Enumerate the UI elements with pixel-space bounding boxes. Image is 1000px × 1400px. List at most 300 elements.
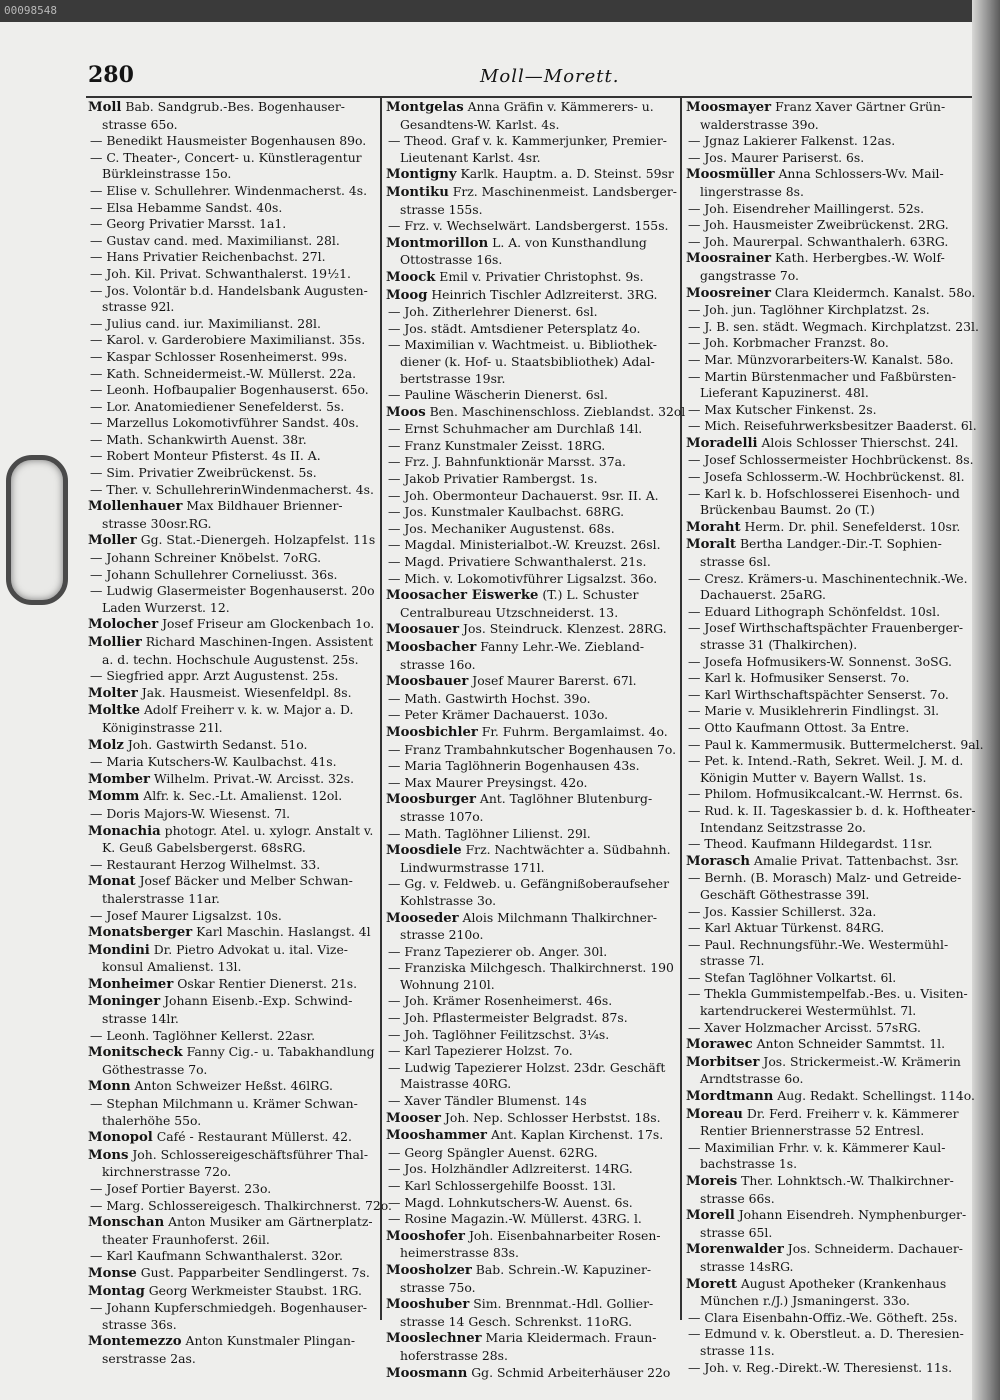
entry-continuation <box>686 1123 970 1140</box>
sub-entry <box>386 521 676 538</box>
directory-entry <box>386 235 676 253</box>
entry-text: Frz. Maschinenmeist. Landsberger- <box>448 183 677 199</box>
surname: Momber <box>88 771 150 787</box>
entry-text: bachstrasse 1s. <box>700 1156 798 1172</box>
entry-continuation <box>686 587 970 604</box>
directory-entry <box>88 1147 376 1165</box>
sub-entry <box>386 218 676 235</box>
entry-text: lingerstrasse 8s. <box>700 183 804 199</box>
surname: Mordtmann <box>686 1089 774 1105</box>
surname: Mondini <box>88 942 150 958</box>
sub-entry <box>386 993 676 1010</box>
entry-text: Frz. Nachtwächter a. Südbahnh. <box>461 842 671 858</box>
entry-continuation <box>386 809 676 826</box>
entry-text: Ben. Maschinenschloss. Zieblandst. 32ol <box>425 403 686 419</box>
entry-text: — Cresz. Krämers-u. Maschinentechnik.-We. <box>688 570 968 586</box>
entry-text: Gesandtens-W. Karlst. 4s. <box>400 116 560 132</box>
entry-text: — Joh. Maurerpal. Schwanthalerh. 63RG. <box>688 233 949 249</box>
entry-text: Bertha Landger.-Dir.-T. Sophien- <box>736 536 942 552</box>
entry-continuation <box>686 1156 970 1173</box>
surname: Montigny <box>386 167 457 183</box>
entry-continuation <box>88 840 376 857</box>
sub-entry <box>88 448 376 465</box>
entry-text: Gust. Papparbeiter Sendlingerst. 7s. <box>136 1264 370 1280</box>
entry-text: — Franz Kunstmaler Zeisst. 18RG. <box>388 437 606 453</box>
entry-continuation <box>386 1076 676 1093</box>
sub-entry <box>686 920 970 937</box>
sub-entry <box>88 233 376 250</box>
entry-text: — Josefa Schlosserm.-W. Hochbrückenst. 8l. <box>688 469 965 485</box>
surname: Moreis <box>686 1174 738 1189</box>
entry-text: — Math. Taglöhner Lilienst. 29l. <box>388 825 591 841</box>
entry-text: — Magdal. Ministerialbot.-W. Kreuzst. 26sl. <box>388 537 661 553</box>
entry-continuation <box>686 268 970 285</box>
entry-text: Heinrich Tischler Adlzreiterst. 3RG. <box>427 286 658 302</box>
sub-entry <box>686 904 970 921</box>
sub-entry <box>386 133 676 150</box>
surname: Monse <box>88 1265 137 1281</box>
entry-text: — Karl Schlossergehilfe Boosst. 13l. <box>388 1178 616 1193</box>
surname: Morbitser <box>686 1054 760 1070</box>
entry-continuation <box>88 1062 376 1079</box>
directory-entry <box>686 853 970 871</box>
entry-text: — Jos. Maurer Pariserst. 6s. <box>688 149 865 165</box>
sub-entry <box>88 349 376 366</box>
sub-entry <box>686 786 970 803</box>
entry-continuation <box>686 554 970 571</box>
sub-entry <box>88 550 376 567</box>
surname: Morasch <box>686 853 750 869</box>
entry-text: Karl Maschin. Haslangst. 4l <box>192 924 371 940</box>
sub-entry <box>686 302 970 319</box>
entry-text: Wilhelm. Privat.-W. Arcisst. 32s. <box>149 770 355 786</box>
surname: Molocher <box>88 617 159 633</box>
directory-entry <box>88 788 376 806</box>
directory-entry <box>88 976 376 994</box>
entry-text: — Philom. Hofmusikcalcant.-W. Herrnst. 6s. <box>688 786 963 802</box>
surname: Monopol <box>88 1130 153 1146</box>
sub-entry <box>386 1010 676 1027</box>
entry-continuation <box>88 117 376 134</box>
directory-entry <box>88 702 376 720</box>
entry-text: — Jos. Kunstmaler Kaulbachst. 68RG. <box>388 504 625 520</box>
surname: Moock <box>386 269 436 285</box>
surname: Montag <box>88 1283 145 1299</box>
entry-text: bertstrasse 19sr. <box>400 370 506 386</box>
entry-continuation <box>88 652 376 669</box>
entry-text: — Jos. Volontär b.d. Handelsbank Augusten- <box>90 282 368 298</box>
sub-entry <box>386 488 676 505</box>
entry-text: Sim. Brennmat.-Hdl. Gollier- <box>469 1296 654 1312</box>
entry-text: Intendanz Seitzstrasse 2o. <box>700 819 866 835</box>
sub-entry <box>386 1145 676 1162</box>
sub-entry <box>88 266 376 283</box>
directory-entry <box>386 587 676 605</box>
entry-continuation <box>88 299 376 316</box>
entry-text: — Thekla Gummistempelfab.-Bes. u. Visiten- <box>688 986 968 1002</box>
entry-text: — Karl Wirthschaftspächter Senserst. 7o. <box>688 686 949 702</box>
entry-text: — Magd. Lohnkutschers-W. Auenst. 6s. <box>388 1194 633 1210</box>
surname: Morenwalder <box>686 1242 784 1258</box>
entry-continuation <box>686 770 970 787</box>
entry-text: — Pauline Wäscherin Dienerst. 6sl. <box>388 387 608 403</box>
sub-entry <box>686 452 974 469</box>
entry-text: Ant. Taglöhner Blutenburg- <box>475 791 653 807</box>
entry-text: strasse 16o. <box>400 656 476 672</box>
entry-text: Johann Eisenb.-Exp. Schwind- <box>160 993 353 1009</box>
sub-entry <box>686 970 970 987</box>
entry-text: — Math. Gastwirth Hochst. 39o. <box>388 690 591 706</box>
directory-entry <box>686 435 970 453</box>
surname: Moradelli <box>686 435 758 451</box>
surname: Moosrainer <box>686 251 772 267</box>
entry-text: strasse 7l. <box>700 953 765 969</box>
entry-text: — Xaver Holzmacher Arcisst. 57sRG. <box>688 1019 921 1035</box>
sub-entry <box>386 1060 676 1077</box>
surname: Moll <box>88 100 122 115</box>
surname: Moosbacher <box>386 640 477 655</box>
surname: Moosmayer <box>686 100 772 115</box>
entry-text: — Theod. Kaufmann Hildegardst. 11sr. <box>688 836 933 852</box>
sub-entry <box>686 654 970 671</box>
entry-text: — Peter Krämer Dachauerst. 103o. <box>388 707 609 723</box>
entry-text: Aug. Redakt. Schellingst. 114o. <box>773 1088 975 1104</box>
surname: Moosacher Eiswerke <box>386 588 539 604</box>
entry-text: Georg Werkmeister Staubst. 1RG. <box>144 1282 362 1298</box>
sub-entry <box>88 1181 376 1198</box>
sub-entry <box>686 604 970 621</box>
directory-entry <box>386 724 676 742</box>
sub-entry <box>88 806 376 823</box>
directory-entry <box>686 166 970 184</box>
surname: Mooslechner <box>386 1331 482 1347</box>
sub-entry <box>386 421 676 438</box>
surname: Monatsberger <box>88 925 193 941</box>
directory-entry <box>88 1265 376 1283</box>
entry-text: — Math. Schankwirth Auenst. 38r. <box>90 431 307 447</box>
entry-text: — Maximilian v. Wachtmeist. u. Bibliothek- <box>388 337 657 353</box>
entry-text: — Franz Tapezierer ob. Anger. 30l. <box>388 943 608 959</box>
directory-entry <box>386 1296 676 1314</box>
sub-entry <box>686 736 984 754</box>
entry-text: Maistrasse 40RG. <box>400 1076 512 1092</box>
sub-entry <box>686 369 970 386</box>
sub-entry <box>686 318 979 336</box>
directory-entry <box>686 1106 970 1124</box>
directory-entry <box>686 1173 970 1191</box>
surname: Moosmann <box>386 1365 468 1381</box>
entry-continuation <box>386 117 676 134</box>
entry-continuation <box>386 150 676 167</box>
entry-text: — Johann Schullehrer Corneliusst. 36s. <box>90 566 338 582</box>
directory-entry <box>386 1330 676 1348</box>
entry-text: — Maximilian Frhr. v. k. Kämmerer Kaul- <box>688 1139 946 1155</box>
entry-text: — Marie v. Musiklehrerin Findlingst. 3l. <box>688 703 940 719</box>
column-divider <box>380 98 382 1320</box>
entry-text: — Stefan Taglöhner Volkartst. 6l. <box>688 969 897 985</box>
directory-entry <box>88 532 376 550</box>
surname: Molter <box>88 685 138 701</box>
entry-text: strasse 6sl. <box>700 554 771 570</box>
entry-continuation <box>386 354 676 371</box>
entry-continuation <box>686 1071 970 1088</box>
entry-text: Jos. Strickermeist.-W. Krämerin <box>759 1053 961 1069</box>
entry-text: — Benedikt Hausmeister Bogenhausen 89o. <box>90 133 367 149</box>
entry-continuation <box>386 202 676 219</box>
entry-text: Adolf Freiherr v. k. w. Major a. D. <box>140 702 354 718</box>
directory-entry <box>686 1054 970 1072</box>
surname: Moraht <box>686 519 741 535</box>
directory-column-3 <box>686 99 984 1375</box>
surname: Moos <box>386 404 426 420</box>
sub-entry <box>386 691 676 708</box>
entry-text: — Jos. Mechaniker Augustenst. 68s. <box>388 520 615 536</box>
entry-text: — Joh. Obermonteur Dachauerst. 9sr. II. A. <box>388 487 659 503</box>
sub-entry <box>386 1043 676 1060</box>
directory-entry <box>88 873 376 891</box>
entry-text: — Rosine Magazin.-W. Müllerst. 43RG. l. <box>388 1211 642 1227</box>
entry-continuation <box>88 516 376 533</box>
entry-text: Dr. Ferd. Freiherr v. k. Kämmerer <box>742 1105 959 1121</box>
entry-continuation <box>88 1113 376 1130</box>
header-rule <box>86 96 972 98</box>
entry-text: Rentier Briennerstrasse 52 Entresl. <box>700 1123 925 1139</box>
entry-text: — Karl Kaufmann Schwanthalerst. 32or. <box>90 1248 343 1264</box>
sub-entry <box>686 201 970 218</box>
entry-text: — Georg Privatier Marsst. 1a1. <box>90 216 287 232</box>
entry-text: — Karl Tapezierer Holzst. 7o. <box>388 1043 573 1059</box>
directory-entry <box>386 99 676 117</box>
entry-continuation <box>686 1225 970 1242</box>
directory-entry <box>88 99 376 117</box>
sub-entry <box>88 133 376 150</box>
entry-text: — Joh. v. Reg.-Direkt.-W. Theresienst. 11s. <box>688 1359 953 1375</box>
entry-text: walderstrasse 39o. <box>700 116 819 132</box>
directory-entry <box>88 685 376 703</box>
entry-text: Lieferant Kapuzinerst. 48l. <box>700 385 869 401</box>
sub-entry <box>386 337 676 354</box>
entry-text: diener (k. Hof- u. Staatsbibliothek) Adal- <box>400 353 655 369</box>
entry-text: — Robert Monteur Pfisterst. 4s II. A. <box>90 448 321 464</box>
surname: Morell <box>686 1208 735 1224</box>
entry-text: Lieutenant Karlst. 4sr. <box>400 149 541 165</box>
surname: Moog <box>386 287 428 303</box>
entry-text: Anton Musiker am Gärtnerplatz- <box>164 1214 373 1230</box>
sub-entry <box>88 754 376 771</box>
entry-continuation <box>686 1293 970 1310</box>
entry-text: — Maria Kutschers-W. Kaulbachst. 41s. <box>90 754 337 770</box>
directory-entry <box>386 639 676 657</box>
sub-entry <box>88 567 376 584</box>
entry-text: Centralbureau Utzschneiderst. 13. <box>400 604 619 620</box>
entry-text: strasse 210o. <box>400 927 484 943</box>
sub-entry <box>686 418 977 435</box>
entry-text: — Johann Schreiner Knöbelst. 7oRG. <box>90 550 322 566</box>
entry-continuation <box>686 184 970 201</box>
column-divider <box>680 98 682 1320</box>
directory-entry <box>386 184 676 202</box>
entry-text: Ant. Kaplan Kirchenst. 17s. <box>487 1127 664 1143</box>
directory-entry <box>88 616 376 634</box>
entry-text: strasse 65o. <box>102 116 178 132</box>
entry-text: Clara Kleidermch. Kanalst. 58o. <box>770 284 976 300</box>
entry-text: Jak. Hausmeist. Wiesenfeldpl. 8s. <box>137 684 352 700</box>
entry-text: — Hans Privatier Reichenbachst. 27l. <box>90 249 326 265</box>
directory-entry <box>386 1262 676 1280</box>
surname: Moller <box>88 533 137 549</box>
entry-continuation <box>88 600 376 617</box>
sub-entry <box>686 753 970 770</box>
entry-text: Karlk. Hauptm. a. D. Steinst. 59sr <box>456 166 674 182</box>
entry-continuation <box>686 887 970 904</box>
sub-entry <box>386 304 676 321</box>
directory-entry <box>88 634 376 652</box>
entry-text: — Joh. Zitherlehrer Dienerst. 6sl. <box>388 304 598 320</box>
entry-text: — Eduard Lithograph Schönfeldst. 10sl. <box>688 603 941 619</box>
directory-entry <box>386 1110 676 1128</box>
sub-entry <box>88 432 376 449</box>
sub-entry <box>88 482 376 499</box>
sub-entry <box>88 399 376 416</box>
sub-entry <box>686 986 970 1003</box>
entry-text: Fanny Lehr.-We. Ziebland- <box>476 639 645 654</box>
sub-entry <box>88 283 376 300</box>
surname: Montiku <box>386 184 449 200</box>
surname: Moosbichler <box>386 724 478 740</box>
sub-entry <box>386 1161 676 1178</box>
entry-text: Franz Xaver Gärtner Grün- <box>771 99 946 114</box>
entry-text: — Otto Kaufmann Ottost. 3a Entre. <box>688 719 910 735</box>
directory-entry <box>88 924 376 942</box>
sub-entry <box>386 571 676 588</box>
entry-text: strasse 92l. <box>102 299 175 315</box>
entry-text: strasse 14sRG. <box>700 1258 794 1274</box>
entry-continuation <box>386 1348 676 1365</box>
sub-entry <box>386 826 676 843</box>
sub-entry <box>88 465 376 482</box>
surname: Moltke <box>88 703 141 719</box>
directory-entry <box>686 1088 975 1106</box>
entry-text: — Theod. Graf v. k. Kammerjunker, Premier- <box>388 133 667 149</box>
entry-continuation <box>88 166 376 183</box>
entry-continuation <box>686 502 970 519</box>
sub-entry <box>88 908 376 925</box>
sub-entry <box>88 150 376 167</box>
entry-text: Lindwurmstrasse 171l. <box>400 859 545 875</box>
entry-text: — Martin Bürstenmacher und Faßbürsten- <box>688 368 957 384</box>
entry-text: strasse 155s. <box>400 201 483 217</box>
entry-text: — Franz Trambahnkutscher Bogenhausen 7o. <box>388 741 677 757</box>
entry-text: — Frz. v. Wechselwärt. Landsbergerst. 155s. <box>388 218 669 234</box>
entry-text: — Siegfried appr. Arzt Augustenst. 25s. <box>90 668 339 684</box>
directory-entry <box>88 942 376 960</box>
entry-continuation <box>88 1232 376 1249</box>
entry-continuation <box>686 953 970 970</box>
entry-text: — Mar. Münzvorarbeiters-W. Kanalst. 58o. <box>688 351 954 367</box>
entry-text: Ther. Lohnktsch.-W. Thalkirchner- <box>737 1173 954 1188</box>
sub-entry <box>686 234 970 251</box>
entry-text: thalerhöhe 55o. <box>102 1112 202 1128</box>
sub-entry <box>88 332 376 349</box>
sub-entry <box>386 742 676 759</box>
sub-entry <box>686 486 970 503</box>
entry-text: Gg. Stat.-Dienergeh. Holzapfelst. 11s <box>136 532 376 548</box>
sub-entry <box>386 1211 676 1228</box>
entry-text: Laden Wurzerst. 12. <box>102 599 230 615</box>
entry-continuation <box>386 657 676 674</box>
entry-text: — Maria Taglöhnerin Bogenhausen 43s. <box>388 758 640 774</box>
surname: Monn <box>88 1079 131 1095</box>
entry-text: K. Geuß Gabelsbergerst. 68sRG. <box>102 840 306 856</box>
surname: Momm <box>88 789 140 805</box>
entry-text: Joh. Nep. Schlosser Herbstst. 18s. <box>440 1109 661 1125</box>
entry-text: — Marzellus Lokomotivführer Sandst. 40s. <box>90 415 359 431</box>
entry-text: (T.) L. Schuster <box>538 587 639 603</box>
sub-entry <box>686 217 970 234</box>
sub-entry <box>386 321 676 338</box>
entry-text: — Jakob Privatier Rambergst. 1s. <box>388 471 598 487</box>
entry-continuation <box>686 637 970 654</box>
entry-text: — Kath. Schneidermeist.-W. Müllerst. 22a. <box>90 365 357 381</box>
entry-continuation <box>386 605 676 622</box>
entry-text: — Ludwig Tapezierer Holzst. 23dr. Geschäft <box>388 1059 666 1075</box>
entry-text: — Josef Portier Bayerst. 23o. <box>90 1181 272 1196</box>
sub-entry <box>686 937 970 954</box>
directory-entry <box>386 673 676 691</box>
sub-entry <box>386 775 676 792</box>
sub-entry <box>386 471 676 488</box>
entry-text: Göthestrasse 7o. <box>102 1061 208 1077</box>
sub-entry <box>686 620 970 637</box>
sub-entry <box>386 438 676 455</box>
surname: Mooshammer <box>386 1128 487 1144</box>
entry-text: — Ernst Schuhmacher am Durchlaß 14l. <box>388 421 643 437</box>
entry-text: Gg. Schmid Arbeiterhäuser 22o <box>467 1364 671 1380</box>
sub-entry <box>686 571 970 588</box>
surname: Moosholzer <box>386 1262 472 1278</box>
surname: Moosreiner <box>686 285 771 301</box>
surname: Moosbauer <box>386 674 469 690</box>
entry-text: — Elsa Hebamme Sandst. 40s. <box>90 199 283 215</box>
entry-text: Joh. Schlossereigeschäftsführer Thal- <box>128 1146 369 1162</box>
entry-continuation <box>88 1011 376 1028</box>
entry-continuation <box>88 1164 376 1181</box>
surname: Montemezzo <box>88 1334 182 1350</box>
entry-text: — Johann Kupferschmiedgeh. Bogenhauser- <box>90 1300 368 1316</box>
entry-text: Jos. Steindruck. Klenzest. 28RG. <box>459 621 667 637</box>
entry-text: — Xaver Tändler Blumenst. 14s <box>388 1093 587 1109</box>
entry-text: gangstrasse 7o. <box>700 267 799 283</box>
directory-entry <box>386 403 686 422</box>
entry-text: Dr. Pietro Advokat u. ital. Vize- <box>149 941 348 957</box>
entry-text: strasse 30osr.RG. <box>102 515 212 531</box>
entry-text: Arndtstrasse 6o. <box>700 1071 804 1087</box>
sub-entry <box>386 554 676 571</box>
surname: Montmorillon <box>386 235 489 251</box>
entry-text: strasse 31 (Thalkirchen). <box>700 637 858 652</box>
entry-continuation <box>88 720 376 737</box>
surname: Mooser <box>386 1110 441 1126</box>
entry-text: Anna Schlossers-Wv. Mail- <box>774 166 944 182</box>
entry-continuation <box>686 385 970 402</box>
entry-text: hoferstrasse 28s. <box>400 1347 508 1363</box>
sub-entry <box>88 668 376 685</box>
entry-continuation <box>686 117 970 134</box>
entry-text: Oskar Rentier Dienerst. 21s. <box>173 975 358 991</box>
entry-text: — Sim. Privatier Zweibrückenst. 5s. <box>90 465 317 481</box>
surname: Mooseder <box>386 910 459 926</box>
directory-entry <box>386 621 676 639</box>
